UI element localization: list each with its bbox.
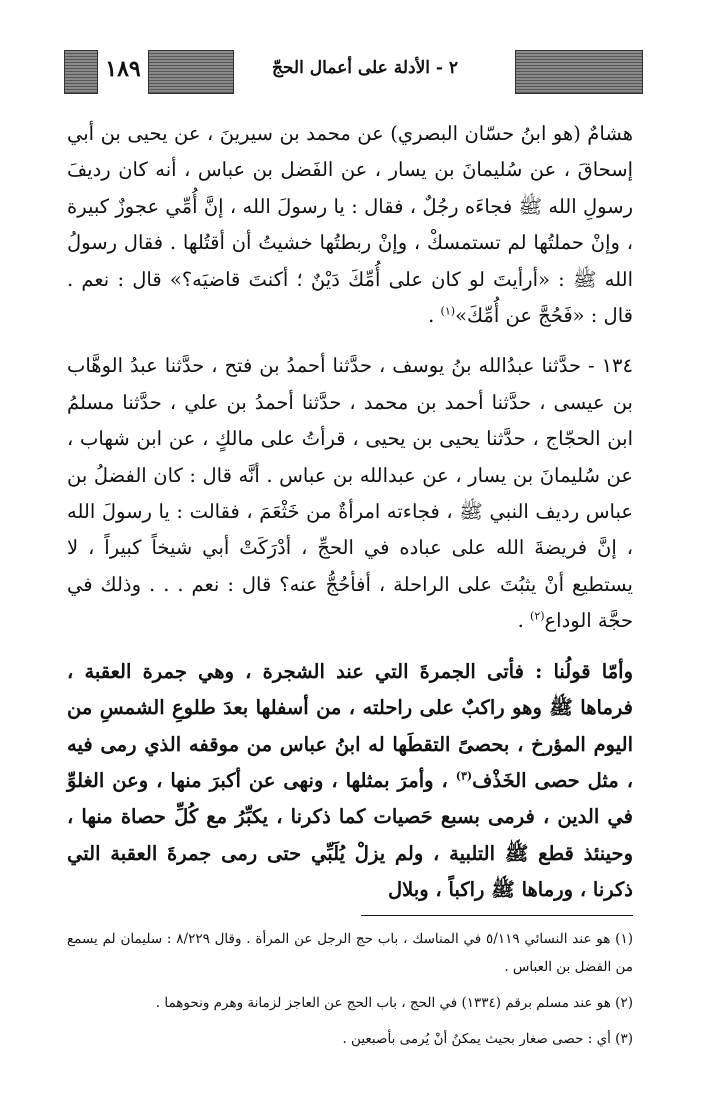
paragraph-commentary	[67, 654, 633, 909]
paragraph-tail: .	[517, 609, 531, 633]
footnote-ref: (٢)	[530, 609, 545, 623]
page-number: ١٨٩	[105, 56, 141, 82]
footnote-ref: (٣)	[455, 769, 473, 783]
page-header	[64, 50, 643, 94]
header-ornament-left	[148, 50, 234, 94]
paragraph-hadith-134	[67, 348, 633, 639]
header-ornament-right	[515, 50, 643, 94]
footnote-separator	[361, 915, 633, 916]
paragraph-text: وأمّا قولُنا : فأتى الجمرةَ التي عند الشجرة ، وهي جمرة العقبة ، فرماها ﷺ وهو راكبٌ على راحلته ، من أسفلها بعدَ طلوعِ الشمسِ من اليوم المؤرخ ، بحصىً التقطَها له ابنُ عباس من موقفه الذي رمى فيه ، مثل حصى الخَذْف	[67, 659, 633, 792]
paragraph-tail: .	[428, 304, 441, 328]
footnote-1: (١) هو عند النسائي ٥/١١٩ في المناسك ، باب حج الرجل عن المرأة . وقال ٨/٢٢٩ : سليمان لم يسمع من الفضل بن العباس .	[67, 931, 633, 975]
chapter-title: ٢ - الأدلة على أعمال الحجّ	[271, 58, 459, 78]
footnote-2: (٢) هو عند مسلم برقم (١٣٣٤) في الحج ، باب الحج عن العاجز لزمانة وهرم ونحوهما .	[155, 995, 633, 1011]
footnotes	[67, 925, 633, 1061]
main-text	[67, 116, 633, 909]
paragraph-tail: ، وأمرَ بمثلها ، ونهى عن أكبرَ منها ، وعن الغلوِّ في الدين ، فرمى بسبع حَصيات كما ذكرنا ، يكبِّرُ مع كُلِّ حصاة منها ، وحينئذ قطع ﷺ التلبية ، ولم يزلْ يُلَبِّي حتى رمى جمرةَ العقبة التي ذكرنا ، ورماها ﷺ راكباً ، وبلال	[67, 768, 633, 902]
paragraph-hadith-133	[67, 116, 633, 334]
paragraph-text: هشامٌ (هو ابنُ حسّان البصري) عن محمد بن سيرينَ ، عن يحيى بن أبي إسحاقَ ، عن سُليمانَ بن يسار ، عن الفَضل بن عباس ، أنه كان رديفَ رسولِ الله ﷺ فجاءَه رجُلٌ ، فقال : يا رسولَ الله ، إنَّ أُمِّي عجوزٌ كبيرة ، وإنْ حملتُها لم تستمسكْ ، وإنْ ربطتُها خشيتُ أن أقتُلها . فقال رسولُ الله ﷺ : «أرأيتَ لو كان على أُمِّكَ دَيْنٌ ؛ أكنتَ قاضيَه؟» قال : نعم . قال : «فَحُجَّ عن أُمِّكَ»	[67, 122, 633, 328]
header-ornament-left-small	[64, 50, 98, 94]
footnote-3: (٣) أي : حصى صغار بحيث يمكنُ أنْ يُرمى بأصبعين .	[342, 1031, 633, 1047]
footnote-ref: (١)	[440, 304, 456, 318]
paragraph-text: ١٣٤ - حدَّثنا عبدُالله بنُ يوسف ، حدَّثنا أحمدُ بن فتح ، حدَّثنا عبدُ الوهَّاب بن عيسى ، حدَّثنا أحمد بن محمد ، حدَّثنا أحمدُ بن علي ، حدَّثنا مسلمُ ابن الحجّاج ، حدَّثنا يحيى بن يحيى ، قرأتُ على مالكٍ ، عن ابن شهاب ، عن سُليمانَ بن يسار ، عن عبدالله بن عباس . أنَّه قال : كان الفضلُ بن عباس رديف النبي ﷺ ، فجاءته امرأةٌ من خَثْعَمَ ، فقالت : يا رسولَ الله ، إنَّ فريضةَ الله على عباده في الحجِّ ، أدْرَكَتْ أبي شيخاً كبيراً ، لا يستطيع أنْ يثبُتَ على الراحلة ، أفأحُجُّ عنه؟ قال : نعم . . . وذلك في حجَّة الوداع	[67, 354, 633, 633]
